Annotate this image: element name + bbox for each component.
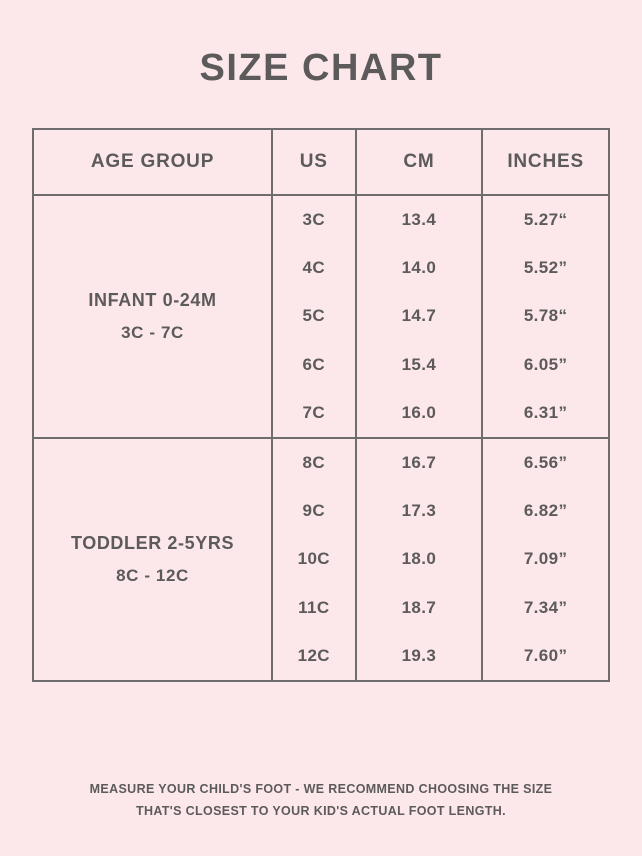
cm-value: 14.0 xyxy=(401,258,437,278)
cm-value: 18.7 xyxy=(401,597,437,617)
us-value: 7C xyxy=(302,402,326,422)
table-header-row xyxy=(33,129,609,195)
footer-note-line-2: THAT'S CLOSEST TO YOUR KID'S ACTUAL FOOT LENGTH. xyxy=(136,804,506,819)
inches-value: 5.78“ xyxy=(523,306,568,326)
inches-value: 5.52” xyxy=(523,258,568,278)
footer-note xyxy=(0,779,642,823)
footer-note-line-1: MEASURE YOUR CHILD'S FOOT - WE RECOMMEND CHOOSING THE SIZE xyxy=(89,782,553,797)
inches-value: 7.34” xyxy=(523,597,568,617)
cm-value: 13.4 xyxy=(401,210,437,229)
us-value: 3C xyxy=(302,210,326,229)
page-title: SIZE CHART xyxy=(199,47,443,89)
us-value: 12C xyxy=(297,645,330,665)
column-header-age-group: AGE GROUP xyxy=(33,129,272,195)
inches-column-infant xyxy=(482,195,609,438)
us-value: 11C xyxy=(298,597,330,617)
us-value: 9C xyxy=(302,501,326,521)
column-header-inches: INCHES xyxy=(482,129,609,195)
table-header xyxy=(33,129,609,195)
table-body xyxy=(33,195,609,681)
table-row xyxy=(33,195,609,438)
us-value: 4C xyxy=(302,258,326,278)
inches-column-toddler xyxy=(482,438,609,681)
age-group-infant xyxy=(33,195,272,438)
column-header-us: US xyxy=(272,129,356,195)
us-value: 8C xyxy=(302,452,326,472)
age-group-infant-sizes: 3C - 7C xyxy=(121,323,184,343)
us-column-infant xyxy=(272,195,356,438)
inches-value: 7.09” xyxy=(523,549,568,569)
inches-value: 6.82” xyxy=(523,501,568,521)
age-group-toddler xyxy=(33,438,272,681)
cm-value: 18.0 xyxy=(401,549,437,569)
age-group-infant-range: INFANT 0-24M xyxy=(88,290,217,311)
inches-value: 6.56” xyxy=(523,452,568,472)
table-row xyxy=(33,438,609,681)
us-column-toddler xyxy=(272,438,356,681)
inches-value: 5.27“ xyxy=(523,210,568,229)
cm-column-toddler xyxy=(356,438,483,681)
cm-value: 17.3 xyxy=(401,501,437,521)
age-group-toddler-range: TODDLER 2-5YRS xyxy=(70,533,235,554)
cm-column-infant xyxy=(356,195,483,438)
us-value: 5C xyxy=(302,306,326,326)
cm-value: 16.7 xyxy=(401,452,437,472)
us-value: 6C xyxy=(302,354,326,374)
age-group-toddler-sizes: 8C - 12C xyxy=(116,566,189,586)
us-value: 10C xyxy=(297,549,330,569)
inches-value: 6.31” xyxy=(523,402,568,422)
cm-value: 15.4 xyxy=(401,354,437,374)
cm-value: 16.0 xyxy=(401,402,437,422)
cm-value: 19.3 xyxy=(401,645,437,665)
inches-value: 6.05” xyxy=(523,354,568,374)
inches-value: 7.60” xyxy=(523,645,568,665)
size-chart-table-wrapper xyxy=(32,128,610,682)
cm-value: 14.7 xyxy=(401,306,437,326)
column-header-cm: CM xyxy=(356,129,483,195)
size-chart-table xyxy=(32,128,610,682)
